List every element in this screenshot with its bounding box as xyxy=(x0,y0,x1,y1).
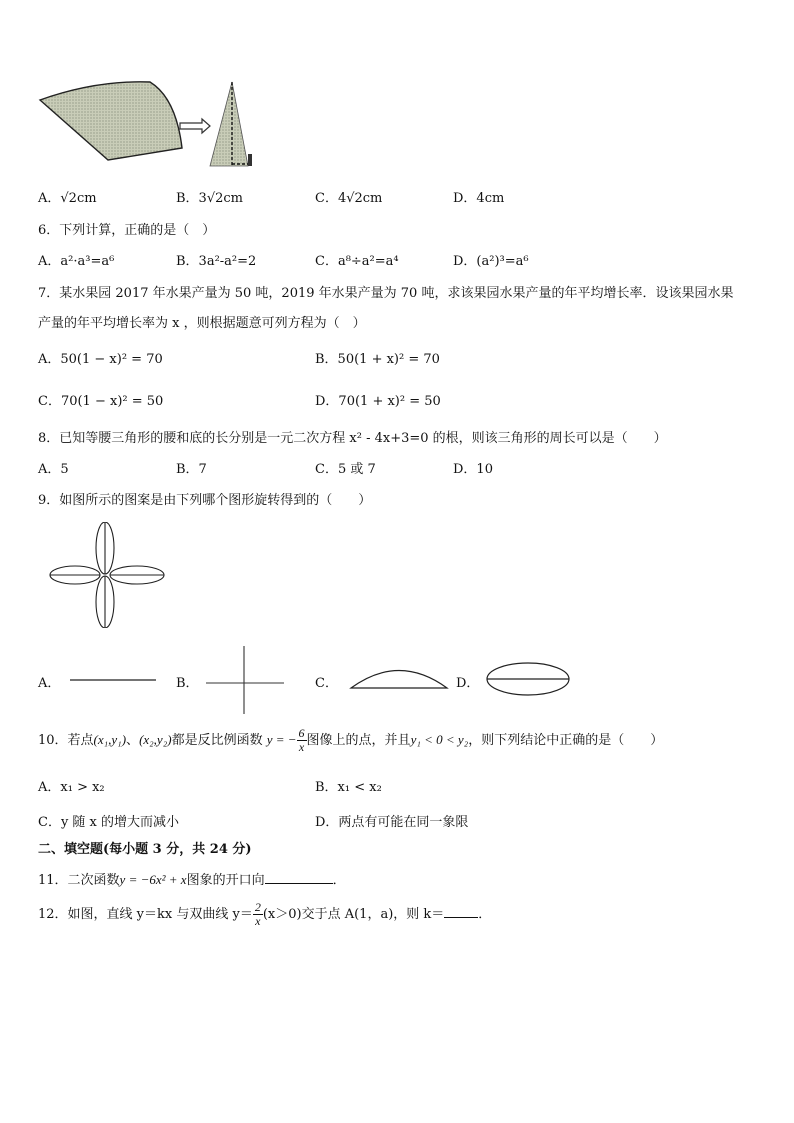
q7-option-d: D．70(1 + x)² = 50 xyxy=(315,394,441,409)
q6-option-d: D．(a²)³=a⁶ xyxy=(453,254,529,269)
q11-func: y = −6x² + x xyxy=(119,872,187,887)
q7-stem-line2: 产量的年平均增长率为 x ，则根据题意可列方程为（ ） xyxy=(38,316,366,331)
q12-answer-blank[interactable] xyxy=(444,905,478,918)
q6-stem: 6．下列计算，正确的是（ ） xyxy=(38,223,216,238)
q12-end: ． xyxy=(478,907,492,922)
q10-stem xyxy=(38,726,663,755)
q7-option-b: B．50(1 + x)² = 70 xyxy=(315,352,440,367)
arrow-icon xyxy=(180,119,210,133)
q10-stem-post: ，则下列结论中正确的是（ ） xyxy=(468,733,664,748)
q9-option-b-cross xyxy=(206,646,284,714)
q9-option-d-label: D． xyxy=(456,676,480,691)
q12-fraction xyxy=(253,901,263,928)
q10-sep: 、 xyxy=(126,733,140,748)
q9-option-c-half-ellipse xyxy=(349,667,449,691)
q6-option-c: C．a⁸÷a²=a⁴ xyxy=(315,254,399,269)
q8-option-d: D．10 xyxy=(453,462,493,477)
q8-option-a: A．5 xyxy=(38,462,69,477)
q10-frac-num: 6 xyxy=(298,726,305,740)
q8-stem: 8．已知等腰三角形的腰和底的长分别是一元二次方程 x² - 4x+3=0 的根，则该三角形的周长可以是（ ） xyxy=(38,431,667,446)
q12-mid: (x＞0)交于点 A(1，a)，则 k＝ xyxy=(262,907,445,922)
q10-stem-mid2: 图像上的点，并且 xyxy=(306,733,411,748)
q10-stem-mid: 都是反比例函数 xyxy=(171,733,263,748)
q10-func-lhs: y = − xyxy=(266,732,297,747)
sector-shape xyxy=(40,82,182,160)
q12-frac-den: x xyxy=(255,914,261,928)
q11-pre: 11．二次函数 xyxy=(38,873,120,888)
q7-stem-line1: 7．某水果园 2017 年水果产量为 50 吨，2019 年水果产量为 70 吨，求该果园水果产量的年平均增长率．设该果园水果 xyxy=(38,286,734,301)
q8-option-b: B．7 xyxy=(176,462,207,477)
q6-option-a: A．a²·a³=a⁶ xyxy=(38,254,115,269)
q10-point2: (x₂,y₂) xyxy=(139,732,172,747)
q9-option-a-label: A． xyxy=(38,676,61,691)
q9-option-c-label: C． xyxy=(315,676,338,691)
q10-fraction xyxy=(297,727,307,754)
q6-option-b: B．3a²-a²=2 xyxy=(176,254,257,269)
q10-option-d: D．两点有可能在同一象限 xyxy=(315,815,469,830)
q5-option-d: D．4cm xyxy=(453,191,505,206)
cone-shape xyxy=(210,82,248,166)
q10-option-b: B．x₁ < x₂ xyxy=(315,780,382,795)
q12-stem xyxy=(38,900,491,930)
q5-option-c: C．4√2cm xyxy=(315,191,383,206)
q9-option-b-label: B． xyxy=(176,676,199,691)
section2-title: 二、填空题(每小题 3 分，共 24 分) xyxy=(38,842,252,857)
q11-answer-blank[interactable] xyxy=(265,871,333,884)
q7-option-a: A．50(1 − x)² = 70 xyxy=(38,352,163,367)
q11-stem xyxy=(38,869,346,888)
q11-post: 图象的开口向 xyxy=(186,873,265,888)
q9-option-d-ellipse xyxy=(485,661,571,697)
q10-option-c: C．y 随 x 的增大而减小 xyxy=(38,815,180,830)
q5-option-a: A．√2cm xyxy=(38,191,97,206)
q5-option-b: B．3√2cm xyxy=(176,191,243,206)
q10-point1: (x₁,y₁) xyxy=(93,732,127,747)
q7-option-c: C．70(1 − x)² = 50 xyxy=(38,394,164,409)
q12-frac-num: 2 xyxy=(254,900,261,914)
q10-condition: y₁ < 0 < y₂ xyxy=(410,732,469,747)
q9-option-a-segment xyxy=(70,674,156,686)
q10-frac-den: x xyxy=(298,740,305,754)
sector-to-cone-figure xyxy=(36,78,266,178)
q11-end: ． xyxy=(332,873,346,888)
q10-option-a: A．x₁ > x₂ xyxy=(38,780,105,795)
q10-stem-pre: 10．若点 xyxy=(38,733,94,748)
q8-option-c: C．5 或 7 xyxy=(315,462,376,477)
q12-pre: 12．如图，直线 y＝kx 与双曲线 y＝ xyxy=(38,907,253,922)
four-petal-pattern-figure xyxy=(48,522,168,628)
q9-stem: 9．如图所示的图案是由下列哪个图形旋转得到的（ ） xyxy=(38,493,372,508)
